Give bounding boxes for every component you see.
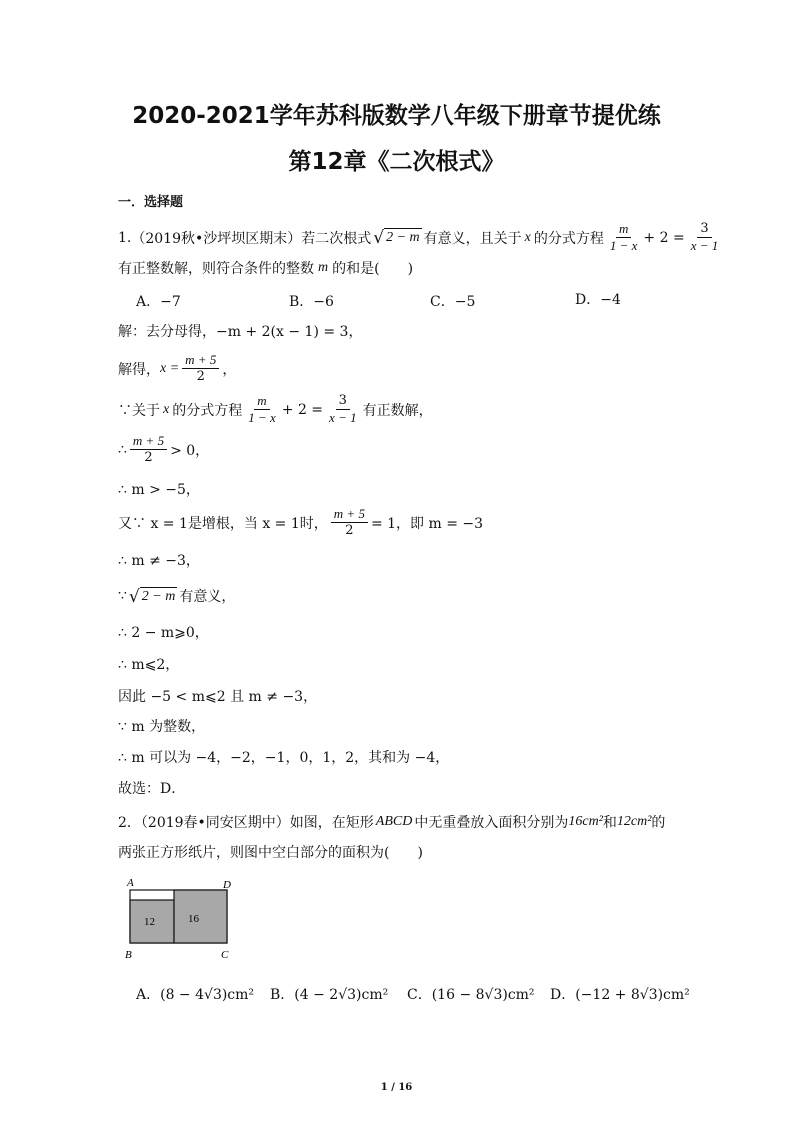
question-1-number: 1.: [118, 229, 132, 246]
solution-step-2: 解得， x = $\frac{m + 5}{2}$ ，: [118, 352, 237, 384]
q2-option-d: D．(−12 + 8√3)cm²: [550, 987, 690, 1003]
q2-option-b: B．(4 − 2√3)cm²: [270, 987, 389, 1003]
large-square-label: 16: [188, 913, 199, 925]
rectangle-diagram: [115, 872, 245, 962]
q1-option-b: B．−6: [289, 294, 334, 310]
question-1-line-2-end: 的和是( ): [332, 261, 414, 277]
solution-step-14: 故选：D．: [118, 781, 186, 797]
q1-option-c: C．−5: [430, 294, 476, 310]
solution-step-9: ∴ 2 − m⩾0，: [118, 625, 209, 641]
solution-step-11: 因此 −5 < m⩽2 且 m ≠ −3，: [118, 689, 318, 705]
variable-m: m: [318, 260, 329, 275]
label-a: A: [127, 877, 134, 889]
solution-step-6: 又∵ x = 1是增根，当 x = 1时， $\frac{m + 5}{2}$ = 1，即 m = −3: [118, 506, 484, 538]
variable-x: x: [524, 229, 531, 245]
solution-step-12: ∵ m 为整数，: [118, 719, 206, 735]
small-square-label: 12: [144, 916, 155, 928]
fraction-m-over-1-minus-x: $\frac{m}{1 - x}$: [609, 221, 638, 253]
question-1-text-eq: 的分式方程: [533, 230, 604, 247]
solution-step-4: ∴ $\frac{m + 5}{2}$ > 0，: [118, 433, 210, 465]
document-title-line2: 第12章《二次根式》: [288, 149, 505, 175]
equation-middle: + 2 =: [643, 229, 685, 246]
label-d: D: [223, 879, 231, 891]
question-1-line-2: [118, 258, 413, 278]
solution-step-13: ∴ m 可以为 −4，−2，−1，0，1，2，其和为 −4，: [118, 750, 450, 766]
label-c: C: [221, 949, 229, 961]
question-1-line-2-text: 有正整数解，则符合条件的整数: [118, 261, 314, 277]
solution-step-1: 解：去分母得，−m + 2(x − 1) = 3，: [118, 324, 363, 340]
question-1-text: 有意义，且关于: [423, 230, 522, 247]
square-large: [174, 890, 227, 943]
radical-expression: √ 2 − m: [373, 228, 420, 248]
question-2-line-2: 两张正方形纸片，则图中空白部分的面积为( ): [118, 845, 423, 861]
solution-step-10: ∴ m⩽2，: [118, 657, 180, 673]
q2-option-c: C．(16 − 8√3)cm²: [407, 987, 535, 1003]
solution-step-5: ∴ m > −5，: [118, 482, 200, 498]
question-2-line-1: 2．（2019春•同安区期中）如图，在矩形 ABCD 中无重叠放入面积分别为 16cm² 和 12cm² 的: [118, 814, 666, 831]
q2-option-a: A．(8 − 4√3)cm²: [136, 987, 255, 1003]
section-title: 一．选择题: [118, 195, 184, 210]
solution-step-7: ∴ m ≠ −3，: [118, 553, 200, 569]
q1-option-a: A．−7: [136, 294, 181, 310]
question-1-line-1: [118, 221, 724, 254]
solution-step-8: ∵ √ 2 − m 有意义，: [118, 586, 236, 607]
document-title-line1: 2020-2021学年苏科版数学八年级下册章节提优练: [132, 103, 661, 129]
solution-step-3: ∵关于 x 的分式方程 $\frac{m}{1 - x}$ + 2 = $\frac{3}{x - 1}$ 有正数解，: [118, 393, 433, 425]
fraction-3-over-x-minus-1: $\frac{3}{x - 1}$: [690, 221, 719, 253]
question-1-source: （2019秋•沙坪坝区期末）若二次根式: [131, 230, 372, 247]
page-indicator: 1 / 16: [380, 1082, 413, 1093]
q1-option-d: D．−4: [575, 292, 621, 308]
label-b: B: [125, 949, 132, 961]
